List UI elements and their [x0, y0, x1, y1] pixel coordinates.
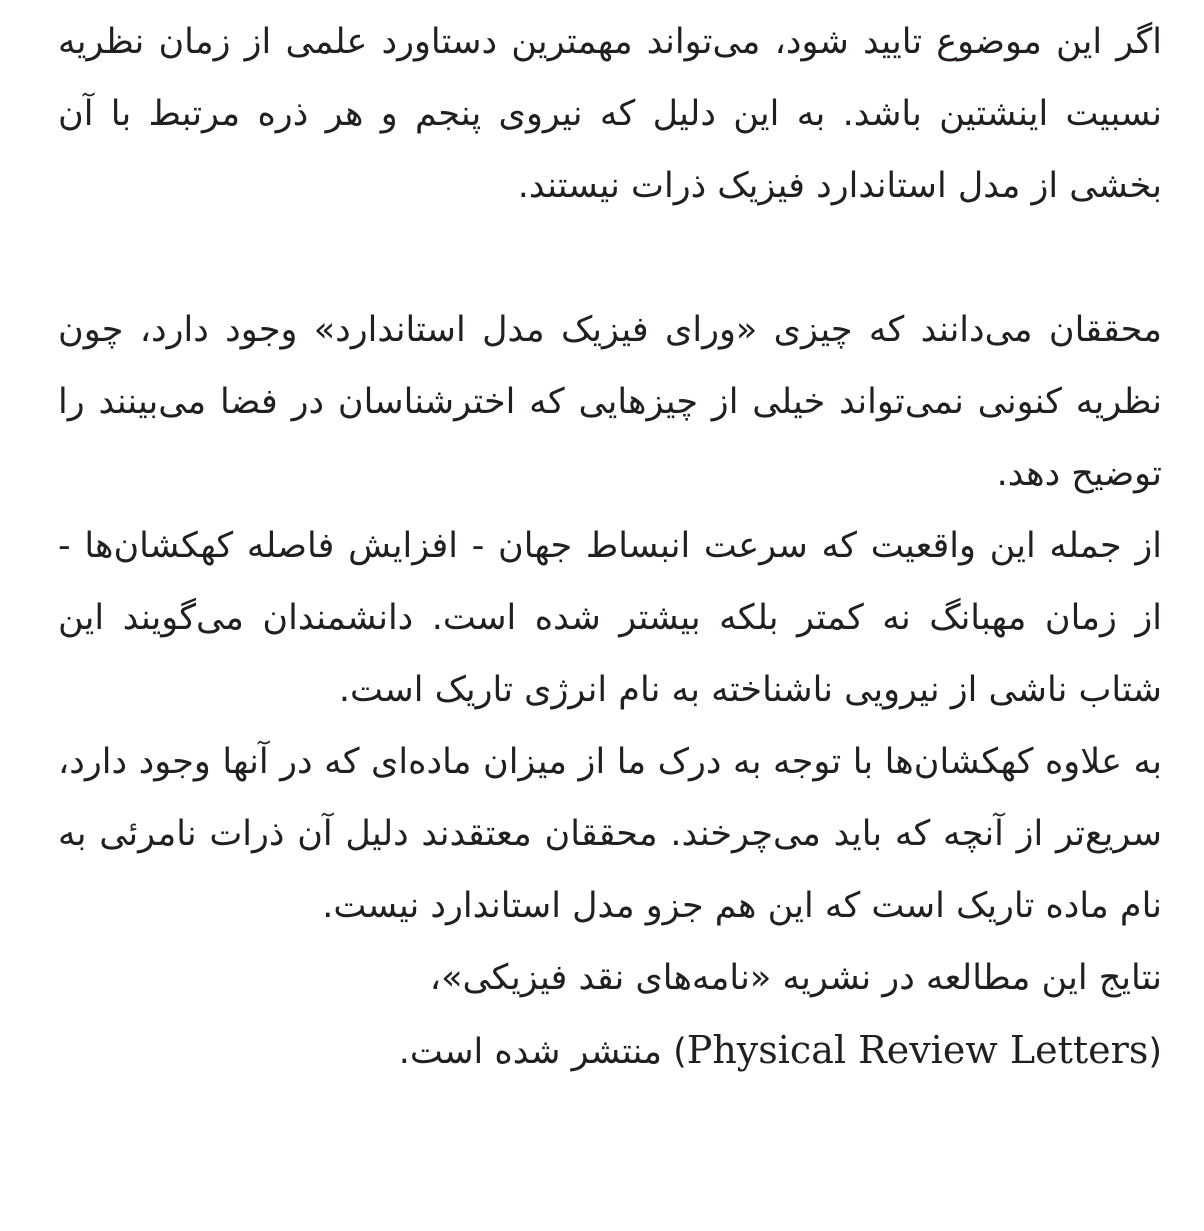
closing-line-1: نتایج این مطالعه در نشریه «نامه‌های نقد فیزیکی»،	[429, 958, 1162, 998]
close-paren: )	[673, 1032, 687, 1072]
paragraph-2: محققان می‌دانند که چیزی «ورای فیزیک مدل استاندارد» وجود دارد، چون نظریه کنونی نمی‌تواند خیلی از چیزهایی که اخترشناسان در فضا می‌بینند را توضیح دهد.	[58, 310, 1162, 494]
paragraph-4: به علاوه کهکشان‌ها با توجه به درک ما از میزان ماده‌ای که در آنها وجود دارد، سریع‌تر از آنچه که باید می‌چرخند. محققان معتقدند دلیل آن ذرات نامرئی به نام ماده تاریک است که این هم جزو مدل استاندارد نیست.	[58, 742, 1162, 926]
closing-tail: منتشر شده است.	[398, 1032, 674, 1072]
paragraph-3: از جمله این واقعیت که سرعت انبساط جهان - افزایش فاصله کهکشان‌ها - از زمان مهبانگ نه کمتر بلکه بیشتر شده است. دانشمندان می‌گویند این شتاب ناشی از نیرویی ناشناخته به نام انرژی تاریک است.	[58, 526, 1162, 710]
article-body	[58, 6, 1162, 1088]
journal-name: Physical Review Letters	[686, 1028, 1149, 1072]
closing-line-2	[58, 1014, 1162, 1088]
open-paren: (	[1148, 1032, 1162, 1072]
paragraph-1: اگر این موضوع تایید شود، می‌تواند مهمترین دستاورد علمی از زمان نظریه نسبیت اینشتین باشد. به این دلیل که نیروی پنجم و هر ذره مرتبط با آن بخشی از مدل استاندارد فیزیک ذرات نیستند.	[58, 22, 1162, 206]
paragraph-gap	[58, 222, 1162, 294]
